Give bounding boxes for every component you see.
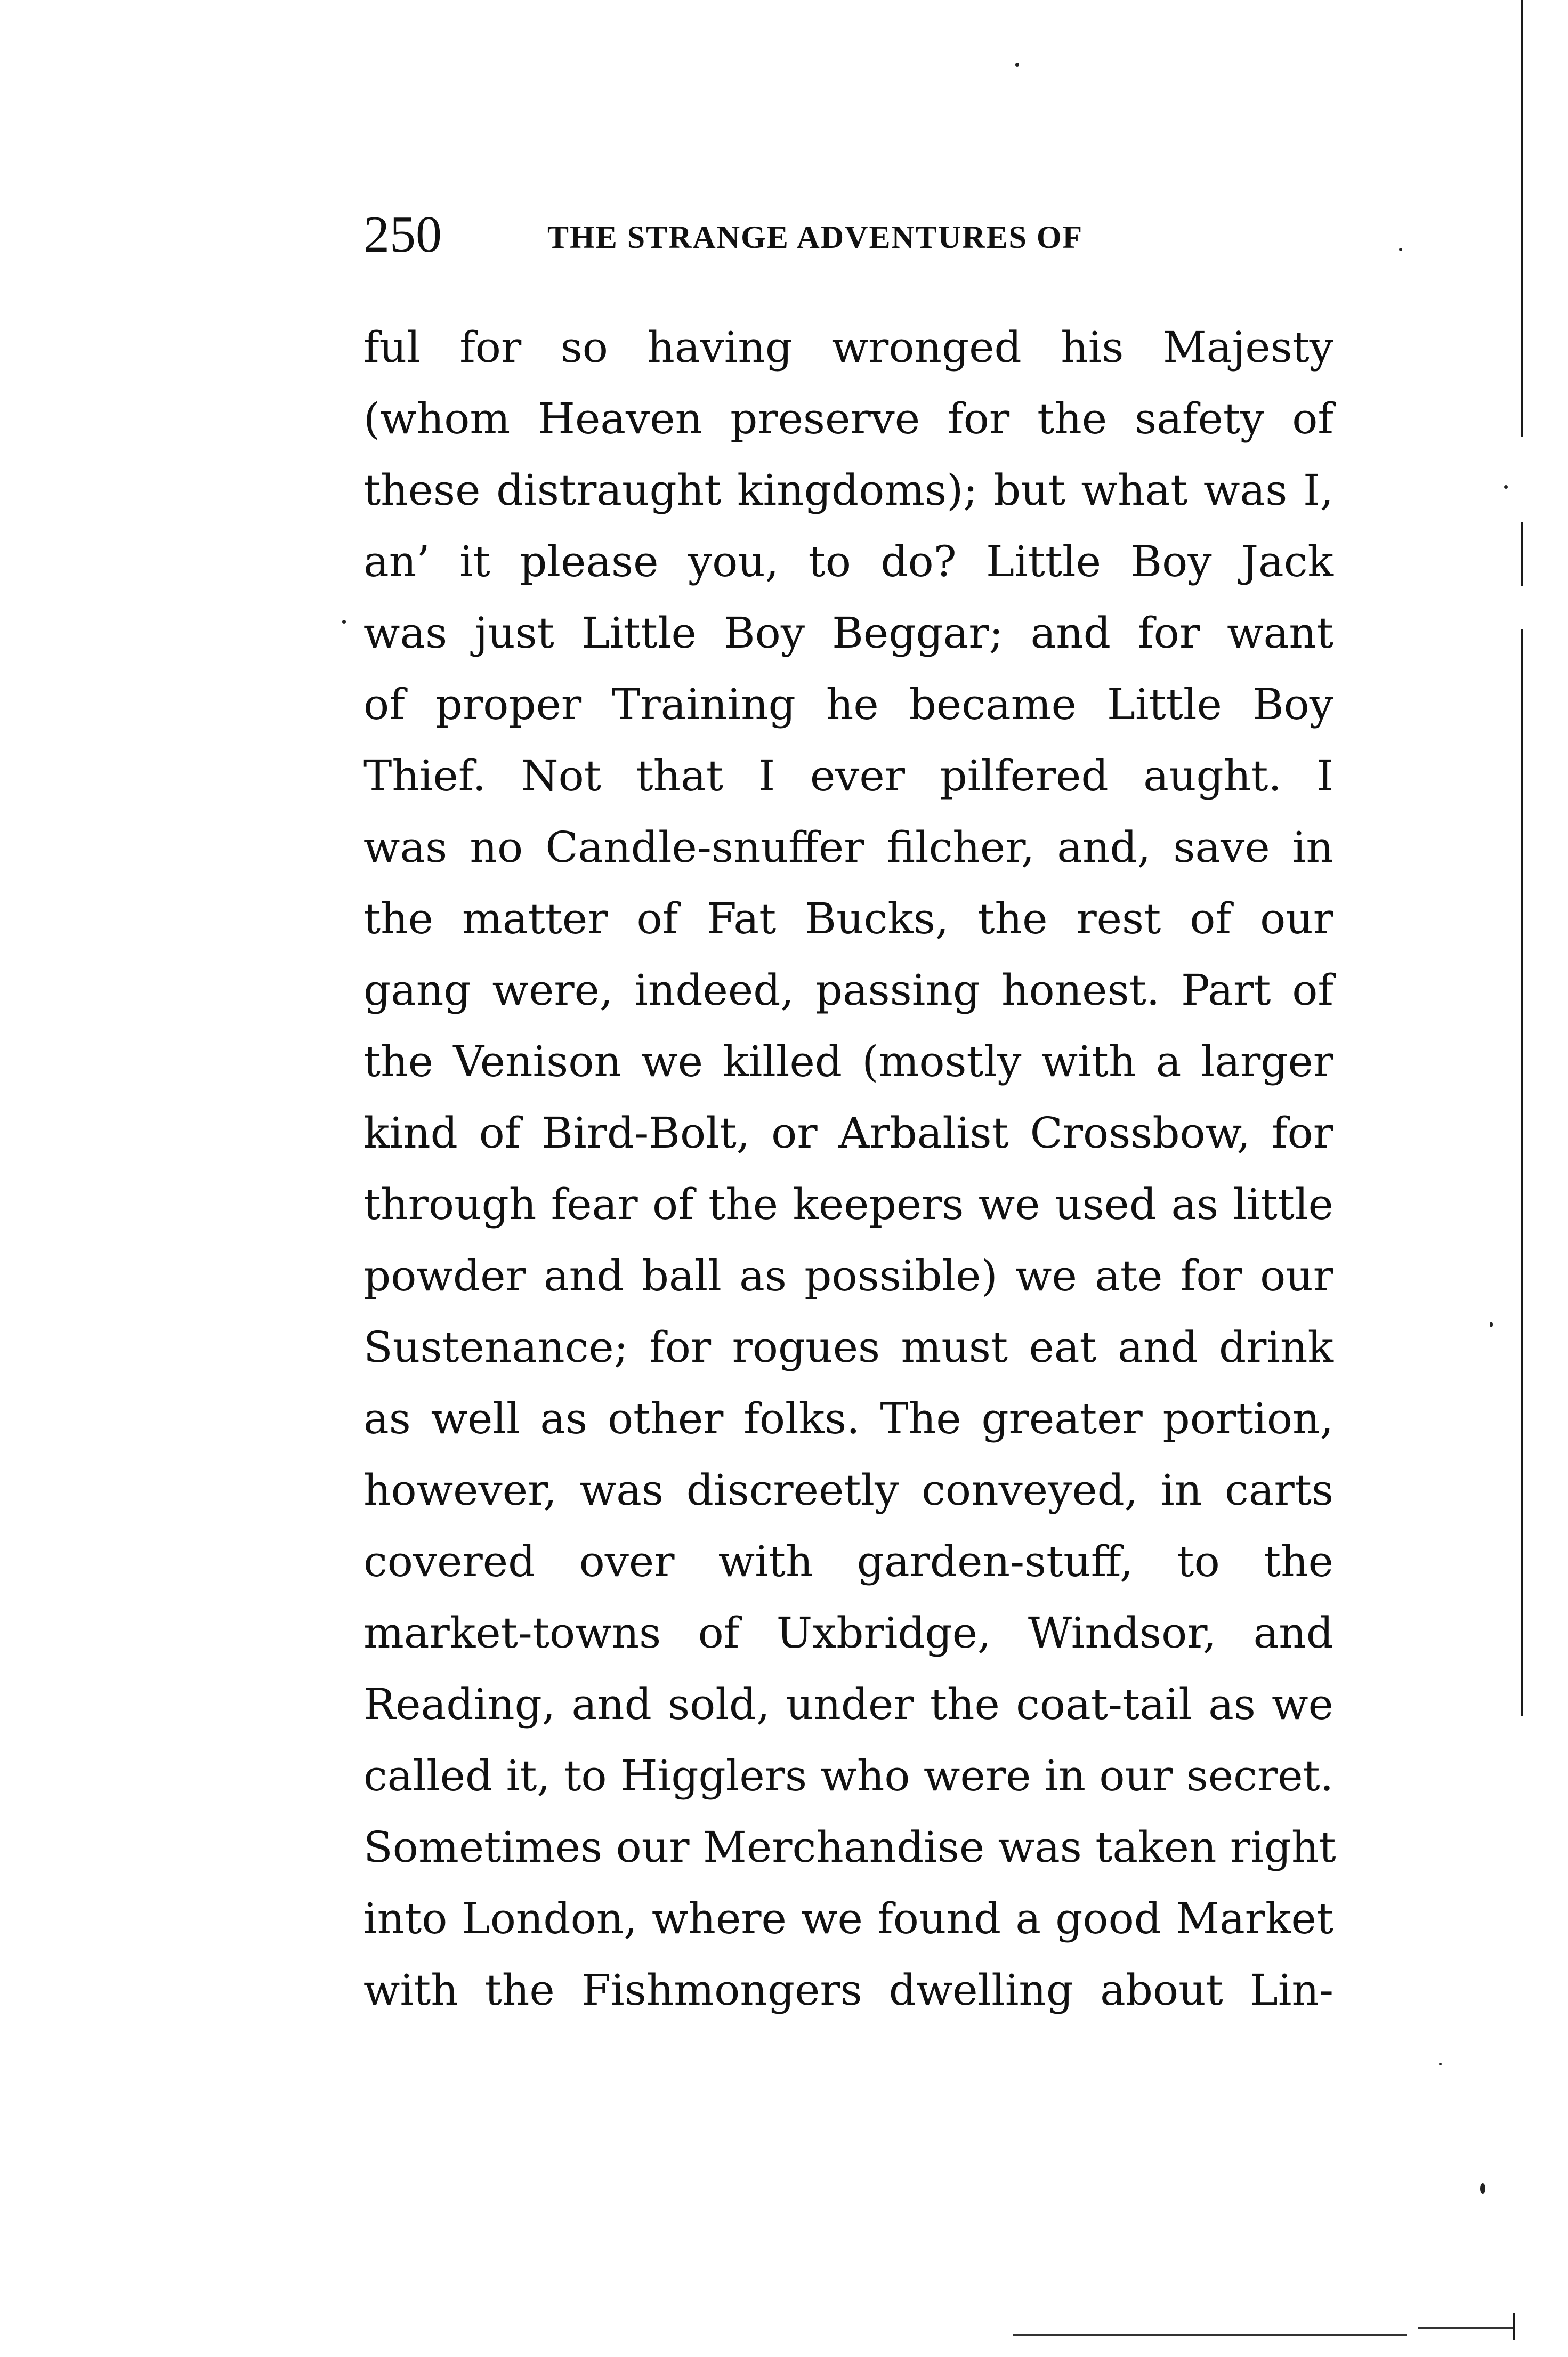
text-line: however, was discreetly conveyed, in carts: [363, 1465, 1333, 1515]
text-line: Sometimes our Merchandise was taken right: [363, 1822, 1336, 1872]
scan-speck: [1015, 63, 1019, 67]
scan-speck: [1480, 2183, 1485, 2194]
text-line: as well as other folks. The greater portion,: [363, 1394, 1333, 1443]
text-line: was just Little Boy Beggar; and for want: [363, 608, 1333, 658]
text-line: (whom Heaven preserve for the safety of: [363, 394, 1333, 443]
page-edge-line-mid: [1521, 522, 1523, 586]
text-line: Sustenance; for rogues must eat and drink: [363, 1322, 1333, 1372]
page-edge-line-lower: [1521, 629, 1523, 1716]
text-line: Reading, and sold, under the coat-tail as we: [363, 1680, 1333, 1729]
text-line: was no Candle-snuffer filcher, and, save in: [363, 822, 1333, 872]
scan-speck: [1504, 485, 1508, 489]
running-title: THE STRANGE ADVENTURES OF: [547, 220, 1084, 255]
text-line: Thief. Not that I ever pilfered aught. I: [363, 751, 1333, 801]
bottom-rule: [1013, 2334, 1407, 2336]
text-line: through fear of the keepers we used as little: [363, 1180, 1333, 1229]
page-number: 250: [363, 206, 442, 263]
text-line: called it, to Higglers who were in our secret.: [363, 1751, 1334, 1801]
text-line: gang were, indeed, passing honest. Part of: [363, 965, 1333, 1015]
text-line: these distraught kingdoms); but what was I,: [363, 465, 1333, 515]
running-head: [363, 205, 1216, 269]
scan-speck: [1399, 248, 1402, 251]
text-line: with the Fishmongers dwelling about Lin-: [363, 1965, 1333, 2015]
text-line: of proper Training he became Little Boy: [363, 680, 1333, 729]
scan-speck: [342, 620, 346, 624]
page-edge-line-bottom: [1513, 2313, 1515, 2340]
text-line: covered over with garden-stuff, to the: [363, 1537, 1333, 1586]
text-line: powder and ball as possible) we ate for our: [363, 1251, 1333, 1301]
text-line: into London, where we found a good Market: [363, 1894, 1333, 1943]
text-line: an’ it please you, to do? Little Boy Jack: [363, 537, 1333, 586]
scan-speck: [1439, 2063, 1442, 2065]
text-line: the Venison we killed (mostly with a larger: [363, 1037, 1333, 1086]
text-line: market-towns of Uxbridge, Windsor, and: [363, 1608, 1333, 1658]
body-text: [363, 312, 1336, 2026]
text-line: ful for so having wronged his Majesty: [363, 322, 1333, 372]
text-line: kind of Bird-Bolt, or Arbalist Crossbow, for: [363, 1108, 1333, 1158]
scan-speck: [1490, 1322, 1493, 1327]
text-line: the matter of Fat Bucks, the rest of our: [363, 894, 1333, 943]
page-edge-line-top: [1521, 0, 1523, 437]
bottom-rule-dashed: [1418, 2327, 1514, 2329]
